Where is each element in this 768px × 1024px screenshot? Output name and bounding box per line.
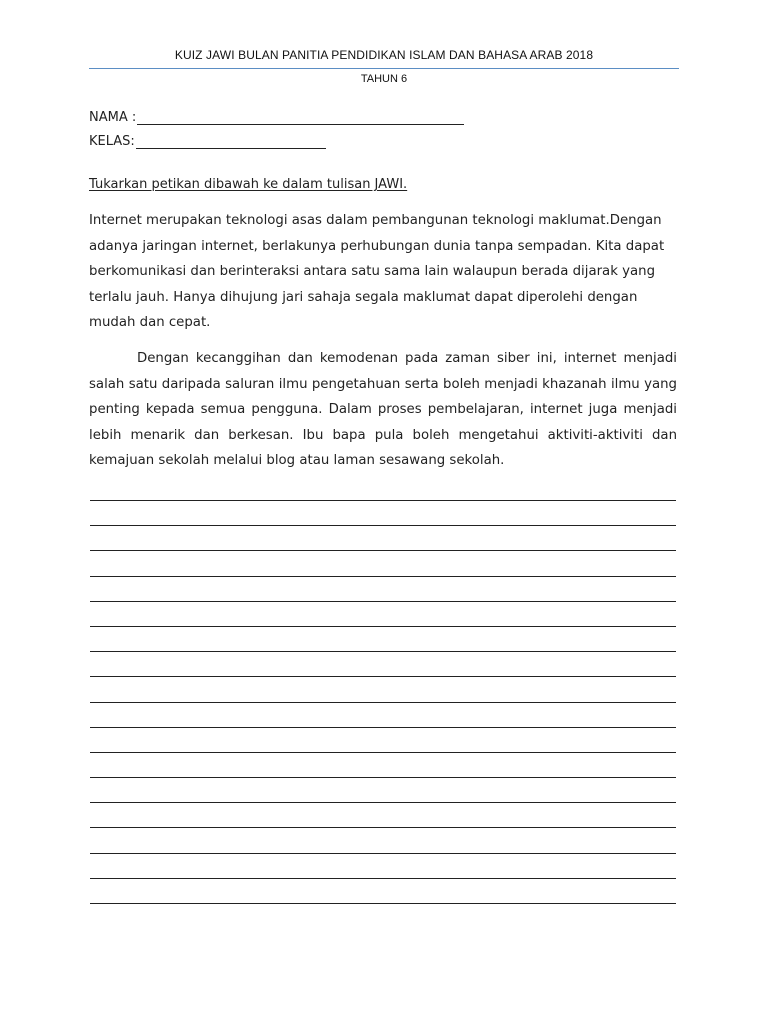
- worksheet-title: KUIZ JAWI BULAN PANITIA PENDIDIKAN ISLAM DAN BAHASA ARAB 2018: [174, 48, 594, 62]
- answer-line[interactable]: [90, 777, 676, 778]
- answer-line[interactable]: [90, 550, 676, 551]
- passage-paragraph-2: Dengan kecanggihan dan kemodenan pada zaman siber ini, internet menjadi salah satu daripada saluran ilmu pengetahuan serta boleh menjadi khazanah ilmu yang penting kepada semua pengguna. Dalam proses pembelajaran, internet juga menjadi lebih menarik dan berkesan. Ibu bapa pula boleh mengetahui aktiviti-aktiviti dan kemajuan sekolah melalui blog atau laman sesawang sekolah.: [89, 351, 677, 468]
- passage-paragraph-1: Internet merupakan teknologi asas dalam pembangunan teknologi maklumat.Dengan adanya jaringan internet, berlakunya perhubungan dunia tanpa sempadan. Kita dapat berkomunikasi dan berinteraksi antara satu sama lain walaupun berada dijarak yang terlalu jauh. Hanya dihujung jari sahaja segala maklumat dapat diperolehi dengan mudah dan cepat.: [89, 213, 665, 330]
- answer-line[interactable]: [90, 752, 676, 753]
- answer-line[interactable]: [90, 676, 676, 677]
- answer-line[interactable]: [90, 576, 676, 577]
- class-field-row: [89, 134, 326, 149]
- answer-line[interactable]: [90, 626, 676, 627]
- instruction-text: Tukarkan petikan dibawah ke dalam tulisan JAWI.: [89, 177, 408, 192]
- answer-line[interactable]: [90, 878, 676, 879]
- answer-line[interactable]: [90, 727, 676, 728]
- answer-lines: [90, 500, 676, 928]
- answer-line[interactable]: [90, 500, 676, 501]
- answer-line[interactable]: [90, 827, 676, 828]
- header-divider: [89, 68, 679, 69]
- answer-line[interactable]: [90, 702, 676, 703]
- class-answer-line[interactable]: [136, 136, 326, 149]
- answer-line[interactable]: [90, 651, 676, 652]
- answer-line[interactable]: [90, 853, 676, 854]
- name-answer-line[interactable]: [137, 112, 464, 125]
- answer-line[interactable]: [90, 903, 676, 904]
- name-label: NAMA :: [89, 110, 137, 125]
- answer-line[interactable]: [90, 802, 676, 803]
- name-field-row: [89, 110, 464, 125]
- answer-line[interactable]: [90, 525, 676, 526]
- answer-line[interactable]: [90, 601, 676, 602]
- worksheet-grade: TAHUN 6: [360, 73, 408, 85]
- class-label: KELAS:: [89, 134, 135, 149]
